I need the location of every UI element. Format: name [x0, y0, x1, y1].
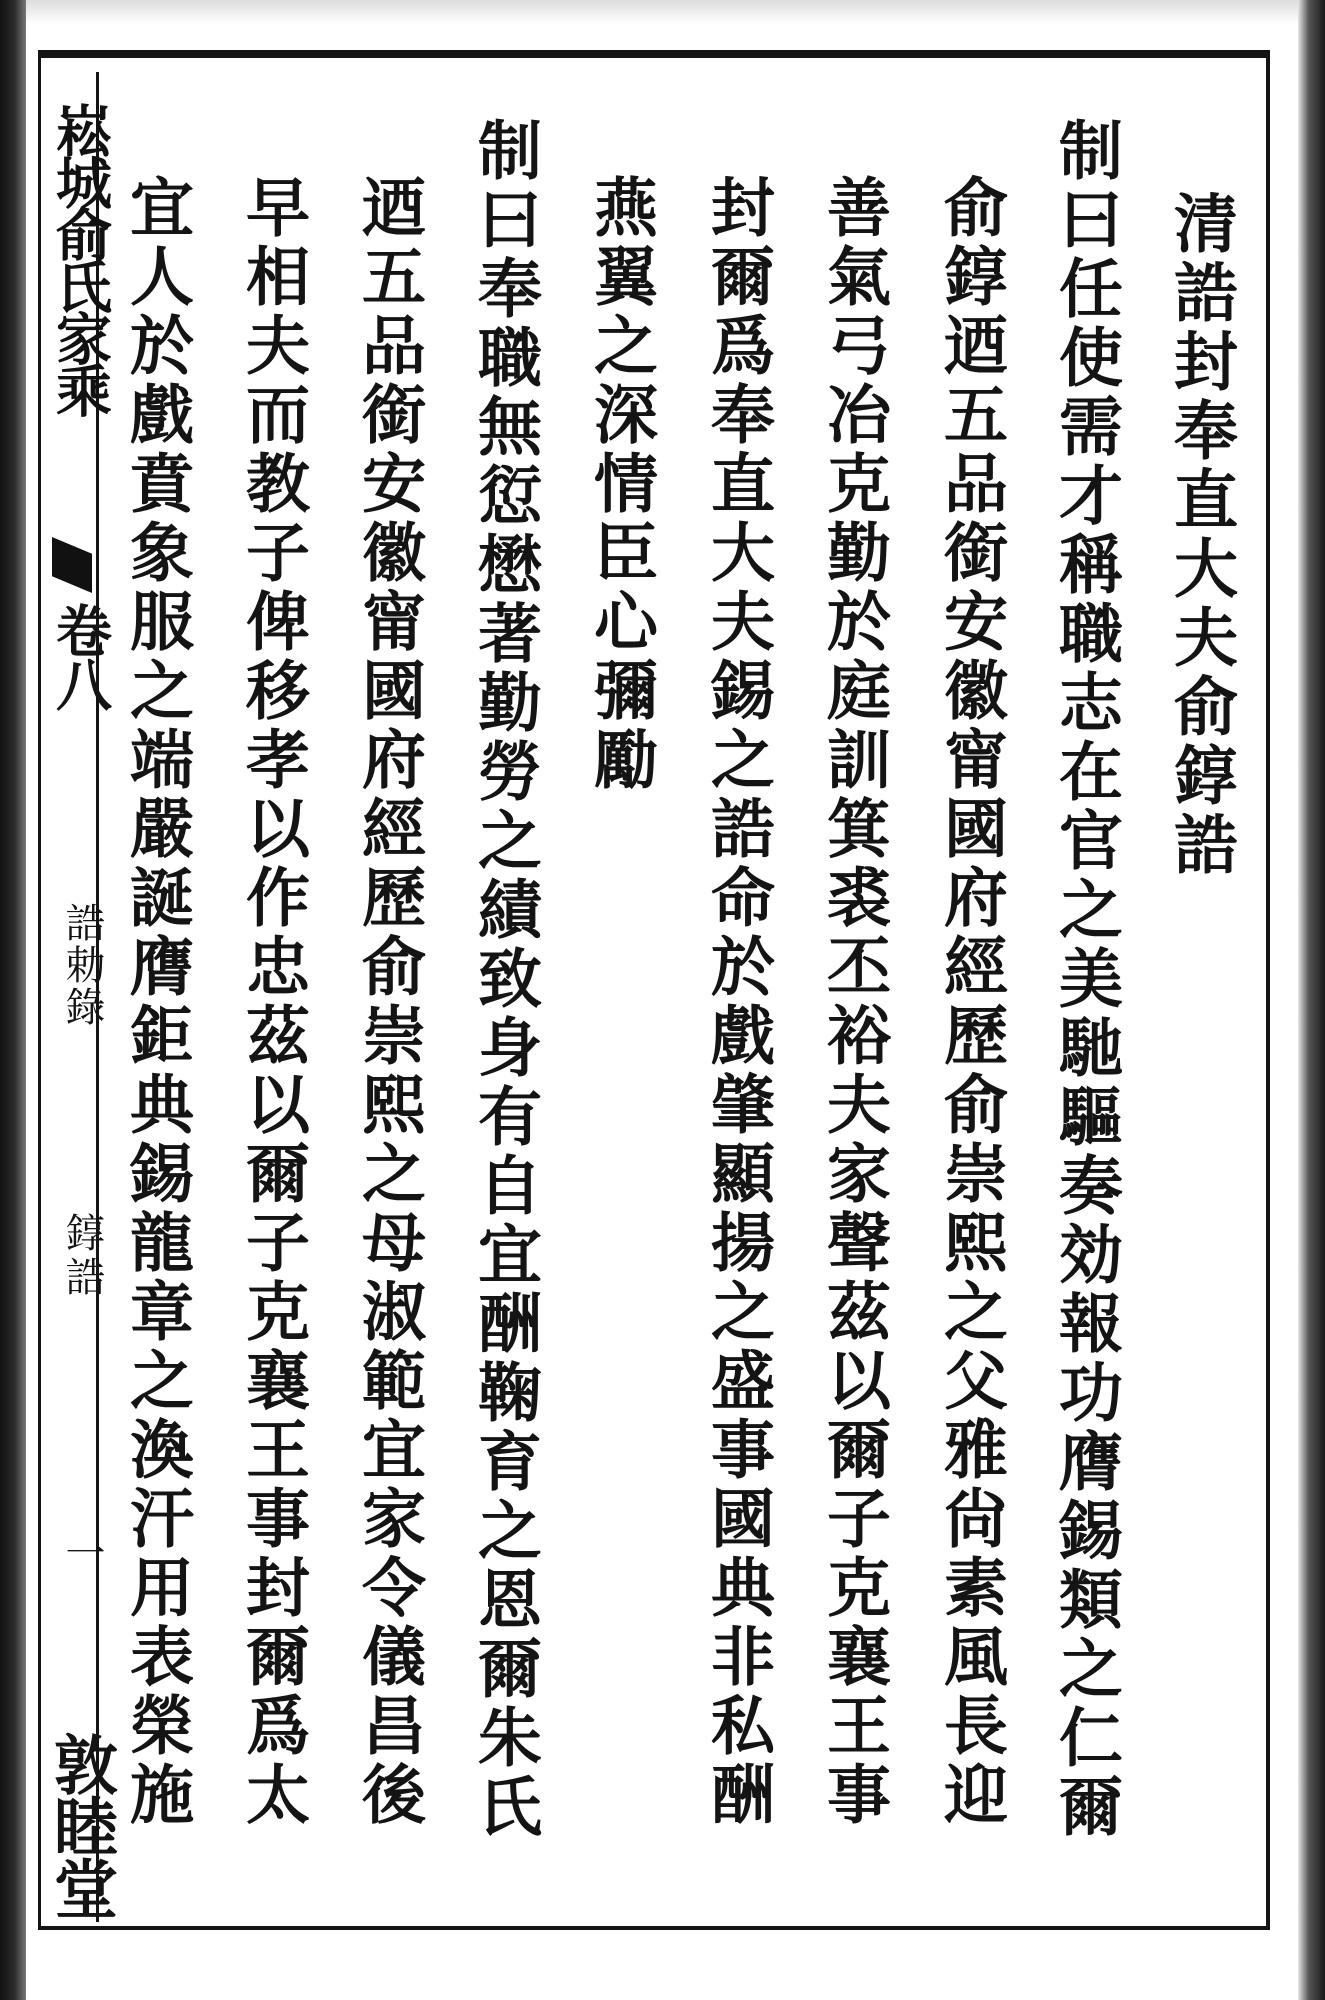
- volume-label: 卷八: [47, 602, 113, 710]
- text-column-5: 封爾爲奉直大夫錫之誥命於戲肇顯揚之盛事國典非私酬: [700, 174, 775, 1830]
- text-column-8: 迺五品銜安徽甯國府經歷俞崇熙之母淑範宜家令儀昌後: [351, 174, 426, 1830]
- text-column-3: 俞錞迺五品銜安徽甯國府經歷俞崇熙之父雅尙素風長迎: [933, 174, 1008, 1830]
- margin-column: [32, 82, 118, 1932]
- hall-name: 敦睦堂: [43, 1732, 118, 1918]
- book-title: 崧城俞氏家乘: [47, 102, 113, 414]
- subsection-label: 錞誥: [59, 1212, 105, 1300]
- page-number: 一: [59, 1532, 105, 1572]
- section-label: 誥勅錄: [59, 902, 105, 1028]
- document-page: [28, 42, 1276, 1940]
- text-column-4: 善氣弓冶克勤於庭訓箕裘丕裕夫家聲茲以爾子克襄王事: [816, 174, 891, 1830]
- page-edge-left: [0, 0, 26, 2000]
- fish-tail-mark: [52, 537, 92, 593]
- page-top-shadow: [26, 0, 1298, 24]
- text-column-9: 早相夫而教子俾移孝以作忠茲以爾子克襄王事封爾爲太: [235, 174, 310, 1830]
- text-column-7: 制曰奉職無愆懋著勤勞之績致身有自宜酬鞠育之恩爾朱氏: [467, 117, 542, 1842]
- text-column-6: 燕翼之深情臣心彌勵: [583, 174, 658, 795]
- text-column-10: 宜人於戲賁象服之端嚴誕膺鉅典錫龍章之渙汗用表榮施: [119, 174, 194, 1830]
- text-column-2: 制曰任使需才稱職志在官之美馳驅奏効報功膺錫類之仁爾: [1048, 117, 1123, 1842]
- text-column-1: 清誥封奉直大夫俞錞誥: [1163, 190, 1238, 880]
